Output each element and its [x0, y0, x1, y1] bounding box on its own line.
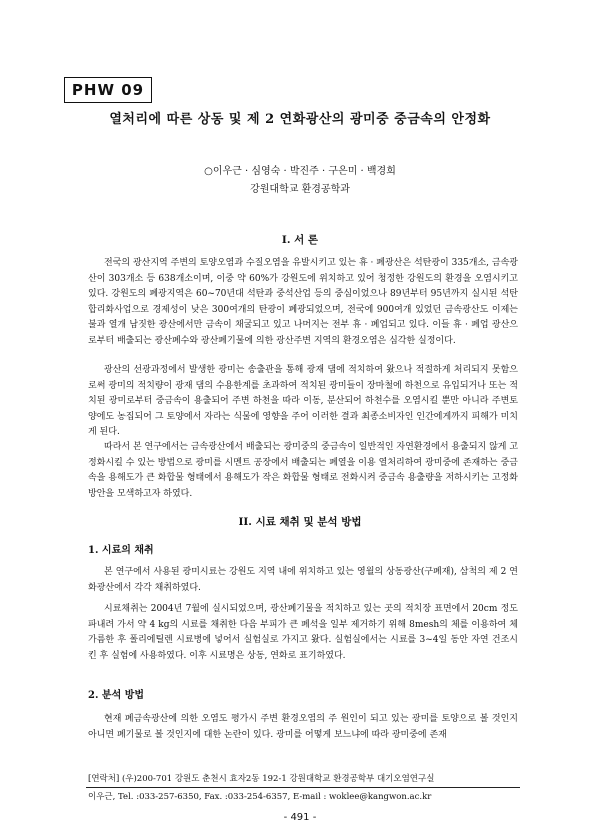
sampling-paragraph-1: 본 연구에서 사용된 광미시료는 강원도 지역 내에 위치하고 있는 영월의 상동광산(구폐재), 삼척의 제 2 연화광산에서 각각 채취하였다. — [88, 567, 518, 593]
intro-paragraph-1: 전국의 광산지역 주변의 토양오염과 수질오염을 유발시키고 있는 휴 · 폐광산은 석탄광이 335개소, 금속광산이 303개소 등 638개소이며, 이중 약 60%가 강원도에 위치하고 있어 청정한 강원도의 환경을 오염시키고 있다. 강원도의 폐광지역은 60~70년대 석탄과 중석산업 등의 중심이었으나 89년부터 95년까지 실시된 석탄합리화사업으로 경제성이 낮은 300여개의 탄광이 폐광되었으며, 전국에 900여개 있었던 금속광산도 이제는 불과 열개 남짓한 광산에서만 금속이 채굴되고 있고 나머지는 전부 휴 · 폐업되고 있다. 이들 휴 · 폐업 광산으로부터 배출되는 광산폐수와 광산폐기물에 의한 광산주변 지역의 환경오염은 심각한 실정이다. — [88, 258, 518, 346]
intro-paragraph-2: 광산의 선광과정에서 발생한 광미는 송출관을 통해 광재 댐에 적치하여 왔으나 적절하게 처리되지 못함으로써 광미의 적치량이 광재 댐의 수용한계를 초과하여 적치된 광미들이 장마철에 하천으로 유입되거나 또는 적치된 광미로부터 중금속이 용출되어 주변 하천을 따라 이동, 분산되어 하천수를 오염시킬 뿐만 아니라 주변토양에도 농집되어 그 토양에서 자라는 식물에 영향을 주어 이러한 결과 최종소비자인 인간에게까지 피해가 미치게 된다. — [88, 365, 518, 438]
footnote-contact-line-1: [연락처] (우)200-701 강원도 춘천시 효자2동 192-1 강원대학교 환경공학부 대기오염연구실 — [88, 774, 435, 784]
paper-title: 열처리에 따른 상동 및 제 2 연화광산의 광미중 중금속의 안정화 — [109, 112, 491, 127]
paper-code-badge: PHW 09 — [64, 77, 152, 103]
subsection-heading-analysis: 2. 분석 방법 — [88, 690, 145, 701]
affiliation: 강원대학교 환경공학과 — [250, 184, 350, 195]
section-heading-introduction: I. 서 론 — [281, 234, 319, 246]
author-list: ○이우근 · 심영숙 · 박진주 · 구은미 · 백경희 — [204, 166, 396, 177]
footnote-contact-line-2: 이우근, Tel. :033-257-6350, Fax. :033-254-6357, E-mail : woklee@kangwon.ac.kr — [88, 792, 432, 802]
subsection-heading-sampling: 1. 시료의 채취 — [88, 545, 154, 556]
intro-paragraph-3: 따라서 본 연구에서는 금속광산에서 배출되는 광미중의 중금속이 일반적인 자연환경에서 용출되지 않게 고정화시킬 수 있는 방법으로 광미를 시멘트 공장에서 배출되는 폐열을 이용 열처리하여 광미중에 존재하는 중금속을 용해도가 큰 화합물 형태에서 용해도가 작은 화합물 형태로 전화시켜 중금속 용출량을 저하시키는 고정화 방안을 모색하고자 하였다. — [88, 442, 519, 499]
page-number: - 491 - — [283, 812, 317, 823]
section-heading-methods: II. 시료 채취 및 분석 방법 — [238, 516, 362, 528]
footnote-divider — [86, 787, 520, 788]
sampling-paragraph-2: 시료채취는 2004년 7월에 실시되었으며, 광산폐기물을 적치하고 있는 곳의 적치장 표면에서 20cm 정도 파내려 가서 약 4 kg의 시료를 채취한 다음 부피가 큰 폐석을 일부 제거하기 위해 8mesh의 체를 이용하여 체가름한 후 폴리에틸렌 시료병에 넣어서 실험실로 가지고 왔다. 실험실에서는 시료를 3~4일 동안 자연 건조시킨 후 실험에 사용하였다. 이후 시료명은 상동, 연화로 표기하였다. — [88, 604, 518, 661]
analysis-paragraph-1: 현재 폐금속광산에 의한 오염도 평가시 주변 환경오염의 주 원인이 되고 있는 광미를 토양으로 볼 것인지 아니면 폐기물로 볼 것인지에 대한 논란이 있다. 광미를 어떻게 보느냐에 따라 광미중에 존재 — [88, 714, 518, 740]
